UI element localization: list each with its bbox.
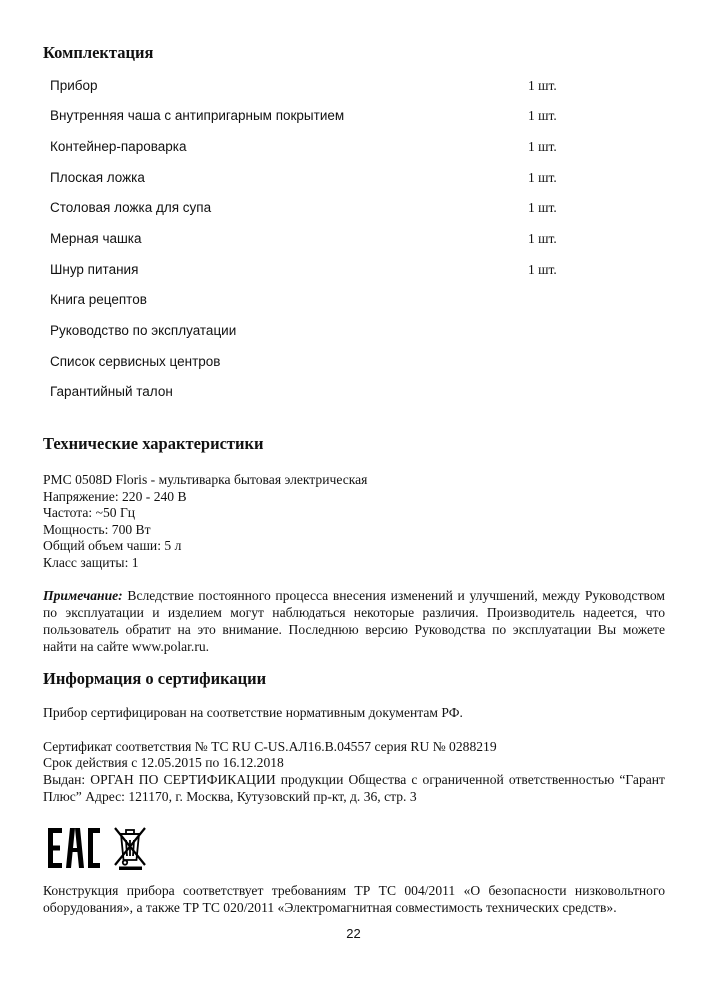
kit-item <box>50 78 610 98</box>
spec-line: Напряжение: 220 - 240 В <box>43 489 187 504</box>
cert-intro: Прибор сертифицирован на соответствие нормативным документам РФ. <box>43 705 463 720</box>
kit-item <box>50 323 610 343</box>
page-number: 22 <box>346 926 361 941</box>
kit-item <box>50 108 610 128</box>
kit-item-name: Столовая ложка для супа <box>50 200 212 215</box>
weee-bin-icon <box>112 824 148 870</box>
cert-heading: Информация о сертификации <box>43 669 267 688</box>
certificate-validity: Срок действия с 12.05.2015 по 16.12.2018 <box>43 755 284 770</box>
kit-item-qty: 1 шт. <box>528 108 557 123</box>
kit-item-name: Шнур питания <box>50 262 139 277</box>
spec-line: Мощность: 700 Вт <box>43 522 151 537</box>
note-paragraph <box>43 587 665 655</box>
kit-item <box>50 139 610 159</box>
kit-item-name: Контейнер-пароварка <box>50 139 187 154</box>
certificate-issuer: Выдан: ОРГАН ПО СЕРТИФИКАЦИИ продукции Общества с ограниченной ответственностью “Гарант Плюс” Адрес: 121170, г. Москва, Кутузовский пр-кт, д. 36, стр. 3 <box>43 772 665 804</box>
kit-item-name: Плоская ложка <box>50 170 145 185</box>
kit-item-name: Гарантийный талон <box>50 384 173 399</box>
kit-item-qty: 1 шт. <box>528 170 557 185</box>
kit-item <box>50 200 610 220</box>
kit-item <box>50 354 610 374</box>
kit-item-name: Руководство по эксплуатации <box>50 323 237 338</box>
spec-line: Частота: ~50 Гц <box>43 505 136 520</box>
spec-line: Общий объем чаши: 5 л <box>43 538 182 553</box>
spec-line: Класс защиты: 1 <box>43 555 139 570</box>
kit-item-name: Книга рецептов <box>50 292 147 307</box>
kit-item <box>50 231 610 251</box>
note-text: Вследствие постоянного процесса внесения изменений и улучшений, между Руководством по эксплуатации и изделием могут наблюдаться некоторые различия. Производитель надеется, что пользователь обратит на это внимание. Последнюю версию Руководства по эксплуатации Вы можете найти на сайте www.polar.ru. <box>43 588 665 654</box>
kit-item <box>50 292 610 312</box>
kit-item <box>50 384 610 404</box>
kit-item-name: Мерная чашка <box>50 231 142 246</box>
spec-line: PMC 0508D Floris - мультиварка бытовая электрическая <box>43 472 368 487</box>
kit-item-qty: 1 шт. <box>528 262 557 277</box>
note-label: Примечание: <box>43 588 123 603</box>
kit-item-qty: 1 шт. <box>528 78 557 93</box>
kit-item-name: Прибор <box>50 78 98 93</box>
kit-item <box>50 170 610 190</box>
kit-item-name: Внутренняя чаша с антипригарным покрытием <box>50 108 345 123</box>
kit-item-name: Список сервисных центров <box>50 354 221 369</box>
kit-item-qty: 1 шт. <box>528 200 557 215</box>
specs-heading: Технические характеристики <box>43 434 264 453</box>
compliance-paragraph: Конструкция прибора соответствует требованиям ТР ТС 004/2011 «О безопасности низковольтного оборудования», а также ТР ТС 020/2011 «Электромагнитная совместимость технических средств». <box>43 883 665 915</box>
kit-item <box>50 262 610 282</box>
kit-heading: Комплектация <box>43 43 154 62</box>
kit-item-qty: 1 шт. <box>528 231 557 246</box>
certificate-number: Сертификат соответствия № ТС RU C-US.АЛ16.В.04557 серия RU № 0288219 <box>43 739 497 754</box>
kit-item-qty: 1 шт. <box>528 139 557 154</box>
